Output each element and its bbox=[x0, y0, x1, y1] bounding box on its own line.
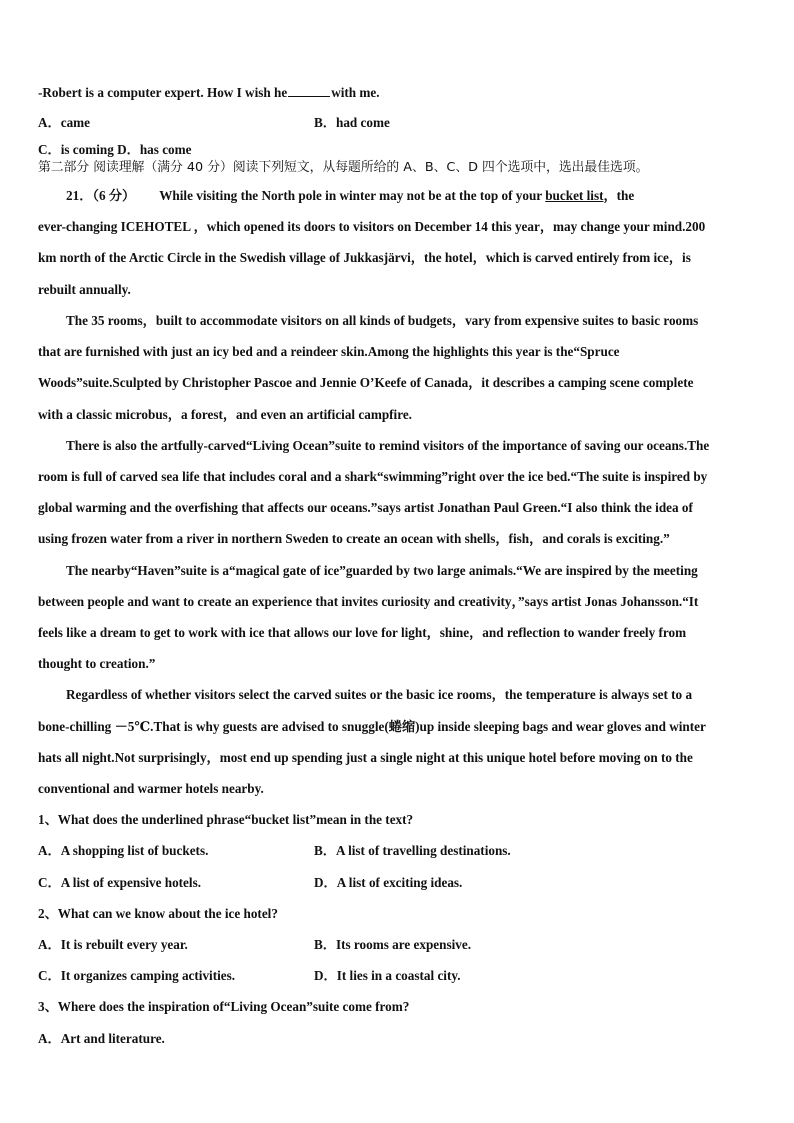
passage-text: ，the bbox=[603, 188, 635, 203]
passage-line: hats all night.Not surprisingly，most end up spending just a single night at this unique hotel before moving on to the bbox=[38, 750, 693, 765]
option-b: B．A list of travelling destinations. bbox=[314, 843, 511, 858]
passage-text: While visiting the North pole in winter may not be at the top of your bbox=[159, 188, 546, 203]
stem-text: with me. bbox=[331, 85, 380, 100]
option-a: A．A shopping list of buckets. bbox=[38, 843, 209, 858]
passage-line: feels like a dream to get to work with ice that allows our love for light，shine，and reflection to wander freely from bbox=[38, 625, 687, 640]
passage-line: thought to creation.” bbox=[38, 656, 156, 671]
passage-line: global warming and the overfishing that affects our oceans.”says artist Jonathan Paul Green.“I also think the idea of bbox=[38, 500, 693, 515]
passage-line: Woods”suite.Sculpted by Christopher Pascoe and Jennie O’Keefe of Canada，it describes a camping scene complete bbox=[38, 375, 694, 390]
answer-blank bbox=[288, 84, 330, 97]
option-a: A．Art and literature. bbox=[38, 1031, 165, 1046]
question-stem: 2、What can we know about the ice hotel? bbox=[38, 906, 278, 921]
option-a: A．It is rebuilt every year. bbox=[38, 937, 188, 952]
passage-line: ever-changing ICEHOTEL ，which opened its doors to visitors on December 14 this year，may change your mind.200 bbox=[38, 219, 706, 234]
option-a: A．came bbox=[38, 115, 90, 130]
option-c-d: C．is coming D．has come bbox=[38, 142, 192, 157]
passage-line: with a classic microbus，a forest，and even an artificial campfire. bbox=[38, 407, 412, 422]
passage-line: There is also the artfully-carved“Living Ocean”suite to remind visitors of the importance of saving our oceans.The bbox=[66, 438, 710, 453]
passage-line: using frozen water from a river in northern Sweden to create an ocean with shells，fish，and corals is exciting.” bbox=[38, 531, 670, 546]
option-c: C．A list of expensive hotels. bbox=[38, 875, 202, 890]
option-b: B．had come bbox=[314, 115, 390, 130]
passage-line: bone-chilling －5℃.That is why guests are advised to snuggle(蜷缩)up inside sleeping bags and wear gloves and winter bbox=[38, 719, 706, 734]
stem-text: -Robert is a computer expert. How I wish he bbox=[38, 85, 288, 100]
underlined-phrase: bucket list bbox=[545, 188, 604, 203]
option-d: D．A list of exciting ideas. bbox=[314, 875, 463, 890]
passage-line: that are furnished with just an icy bed and a reindeer skin.Among the highlights this year is the“Spruce bbox=[38, 344, 620, 359]
passage-line: The nearby“Haven”suite is a“magical gate of ice”guarded by two large animals.“We are inspired by the meeting bbox=[66, 563, 698, 578]
question-stem: 1、What does the underlined phrase“bucket list”mean in the text? bbox=[38, 812, 414, 827]
passage-line: rebuilt annually. bbox=[38, 282, 131, 297]
option-c: C．It organizes camping activities. bbox=[38, 968, 236, 983]
passage-line: conventional and warmer hotels nearby. bbox=[38, 781, 264, 796]
question-stem: 3、Where does the inspiration of“Living Ocean”suite come from? bbox=[38, 999, 410, 1014]
option-b: B．Its rooms are expensive. bbox=[314, 937, 472, 952]
option-d: D．It lies in a coastal city. bbox=[314, 968, 461, 983]
question-number: 21．（6 分） bbox=[66, 188, 136, 203]
passage-line: Regardless of whether visitors select the carved suites or the basic ice rooms，the temperature is always set to a bbox=[66, 687, 693, 702]
passage-line: The 35 rooms，built to accommodate visitors on all kinds of budgets，vary from expensive suites to basic rooms bbox=[66, 313, 699, 328]
passage-line: km north of the Arctic Circle in the Swedish village of Jukkasjärvi，the hotel，which is carved entirely from ice，is bbox=[38, 250, 691, 265]
question-stem bbox=[38, 84, 758, 101]
passage-line: room is full of carved sea life that includes coral and a shark“swimming”right over the ice bed.“The suite is inspired by bbox=[38, 469, 708, 484]
section-heading: 第二部分 阅读理解（满分 40 分）阅读下列短文，从每题所给的 A、B、C、D 四个选项中，选出最佳选项。 bbox=[38, 160, 649, 175]
passage-line bbox=[66, 188, 758, 204]
passage-line: between people and want to create an experience that invites curiosity and creativity，”says artist Jonas Johansson.“It bbox=[38, 594, 699, 609]
